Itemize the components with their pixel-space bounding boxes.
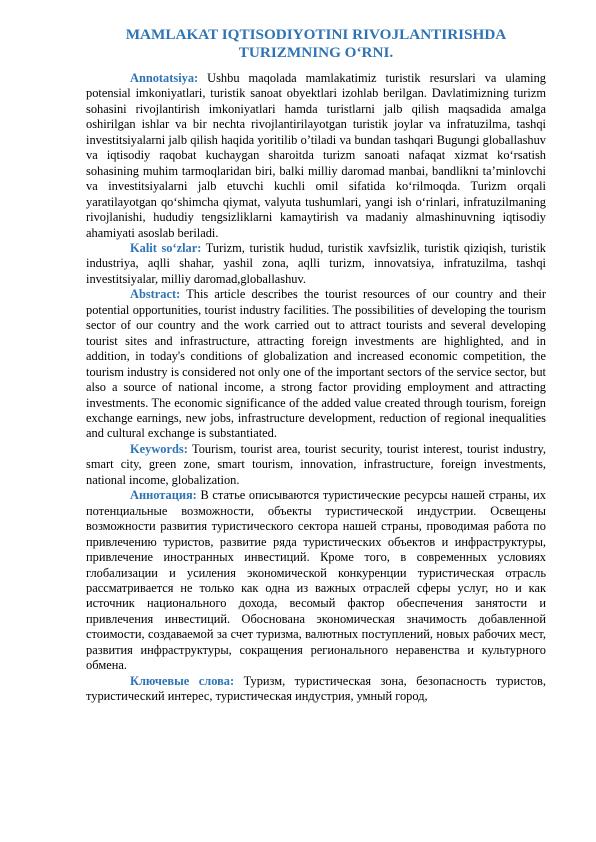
keywords-en-text: Tourism, tourist area, tourist security, tourist interest, tourist industry, smart city, green zone, smart tourism, innovation, infrastructure, foreign investments, national income, globalization. xyxy=(86,441,546,487)
keywords-ru-paragraph xyxy=(86,674,546,705)
title-line-1: MAMLAKAT IQTISODIYOTINI RIVOJLANTIRISHDA xyxy=(125,26,507,43)
annotation-ru-paragraph xyxy=(86,488,546,673)
annotation-ru-label: Аннотация: xyxy=(130,488,197,503)
keywords-ru-label: Ключевые слова: xyxy=(130,673,235,688)
annotation-uz-paragraph xyxy=(86,71,546,241)
keywords-en-label: Keywords: xyxy=(130,441,188,456)
keywords-ru-text: Туризм, туристическая зона, безопасность туристов, туристический интерес, туристическая индустрия, умный город, xyxy=(86,673,546,704)
article-title xyxy=(86,26,546,62)
keywords-uz-label: Kalit so‘zlar: xyxy=(130,240,202,255)
abstract-en-text: This article describes the tourist resources of our country and their potential opportunities, tourist industry facilities. The possibilities of developing the tourism sector of our country and the work carried out to attract tourists and several developing tourist sites and infrastructure, attracting foreign investments are highlighted, and in addition, in today's conditions of globalization and increased economic competition, the tourism industry is considered not only one of the important sectors of the service sector, but also a source of national income, a strong factor providing employment and attracting investments. The economic significance of the added value created through tourism, foreign exchange earnings, new jobs, infrastructure development, reduction of regional inequalities and cultural exchange is substantiated. xyxy=(86,287,547,441)
annotation-uz-text: Ushbu maqolada mamlakatimiz turistik resurslari va ulaming potensial imkoniyatlari, turistik sanoat obyektlari izohlab berilgan. Davlatimizning turizm sohasini rivojlantirish imkoniyatlari hamda turistlarni jalb qilish maqsadida amalga oshirilgan ishlar va bir nechta rivojlantirilayotgan turistik joylar va infratuzilma, tashqi investitsiyalarni jalb qilish haqida yoritilib o’tiladi va bundan tashqari Bugungi globallashuv va iqtisodiy raqobat kuchaygan sharoitda turizm sanoati nafaqat xizmat ko‘rsatish sohasining muhim tarmoqlaridan biri, balki milliy daromad manbai, bandlikni ta’minlovchi va investitsiyalarni jalb etuvchi kuchli omil sifatida ko‘rilmoqda. Turizm orqali yaratilayotgan qo‘shimcha qiymat, valyuta tushumlari, yangi ish o‘rinlari, infratuzilmaning rivojlanishi, hududiy tengsizliklarni kamaytirish va madaniy almashinuvning iqtisodiy ahamiyati asoslab beriladi. xyxy=(86,71,546,240)
title-line-2: TURIZMNING O‘RNI. xyxy=(238,44,394,61)
keywords-uz-text: Turizm, turistik hudud, turistik xavfsizlik, turistik qiziqish, turistik industriya, aqlli shahar, yashil zona, aqlli turizm, innovatsiya, infratuzilma, tashqi investitsiyalar, milliy daromad,globallashuv. xyxy=(86,240,546,286)
keywords-en-paragraph xyxy=(86,442,546,488)
annotation-ru-text: В статье описываются туристические ресурсы нашей страны, их потенциальные возможности, объекты туристической индустрии. Освещены возможности развития туристического сектора нашей страны, проводимая работа по привлечению туристов, развитие ряда туристических объектов и инфраструктуры, привлечение иностранных инвестиций. Кроме того, в современных условиях глобализации и усиления экономической конкуренции туристическая отрасль рассматривается не только как одна из важных отраслей сферы услуг, но и как источник национального дохода, весомый фактор обеспечения занятости и привлечения инвестиций. Обоснована экономическая значимость добавленной стоимости, создаваемой за счет туризма, валютных поступлений, новых рабочих мест, развития инфраструктуры, сокращения регионального неравенства и культурного обмена. xyxy=(86,488,546,673)
abstract-en-paragraph xyxy=(86,287,546,442)
annotation-uz-label: Annotatsiya: xyxy=(130,71,199,85)
keywords-uz-paragraph xyxy=(86,241,546,287)
abstract-en-label: Abstract: xyxy=(130,287,181,302)
